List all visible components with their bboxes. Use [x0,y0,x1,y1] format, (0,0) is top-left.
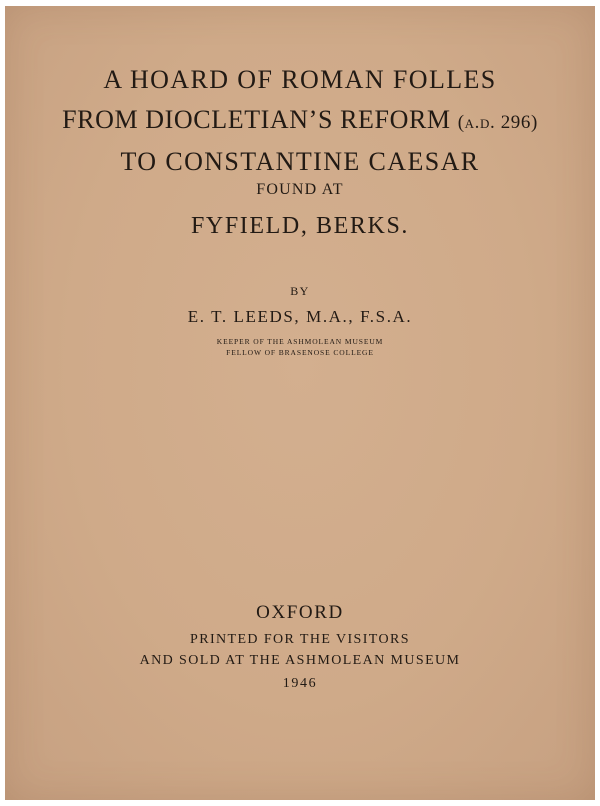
title-line-2 [5,107,595,133]
author-affiliation-2: FELLOW OF BRASENOSE COLLEGE [226,348,374,357]
title-line-5: FYFIELD, BERKS. [190,213,410,239]
title-line-3: TO CONSTANTINE CAESAR [120,147,480,176]
imprint-line-2: AND SOLD AT THE ASHMOLEAN MUSEUM [139,653,461,668]
title-line-2-text: FROM DIOCLETIAN’S REFORM [62,105,451,134]
imprint-line-1: PRINTED FOR THE VISITORS [190,632,410,647]
author-affiliation-1: KEEPER OF THE ASHMOLEAN MUSEUM [216,337,384,346]
title-page [5,6,595,800]
imprint-year: 1946 [282,676,318,691]
imprint-city: OXFORD [256,602,344,623]
author-name: E. T. LEEDS, M.A., F.S.A. [187,307,413,326]
by-label: BY [290,284,310,298]
title-date: (a.d. 296) [457,112,538,133]
title-line-1: A HOARD OF ROMAN FOLLES [103,65,497,94]
title-line-4: FOUND AT [256,181,344,198]
